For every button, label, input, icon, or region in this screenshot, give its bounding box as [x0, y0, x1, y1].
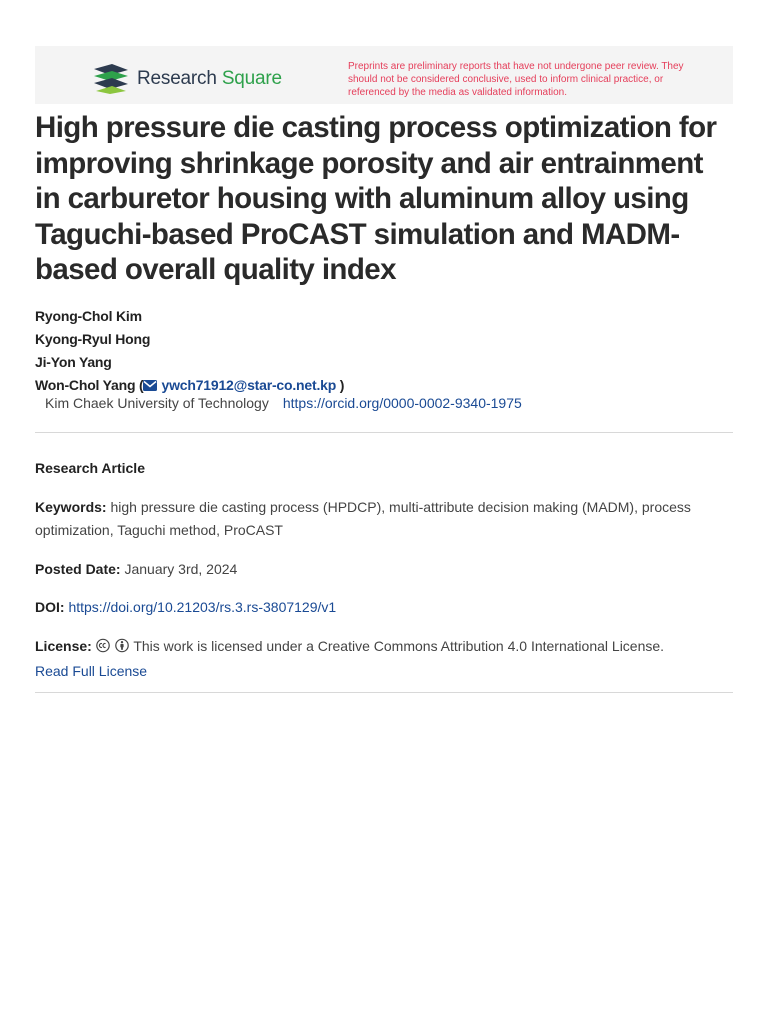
keywords-value: high pressure die casting process (HPDCP), multi-attribute decision making (MADM), process optimization, Taguchi method, ProCAST: [35, 499, 691, 538]
license-icons: [96, 637, 130, 660]
email-address: ywch71912@star-co.net.kp: [161, 377, 337, 393]
license: [35, 635, 733, 683]
license-text: This work is licensed under a Creative Commons Attribution 4.0 International License.: [129, 638, 665, 654]
author-name: Ryong-Chol Kim: [35, 308, 142, 324]
license-label: License:: [35, 638, 92, 654]
divider: [35, 692, 733, 693]
research-square-logo-icon: [93, 64, 129, 94]
paper-title: High pressure die casting process optimization for improving shrinkage porosity and air entrainment in carburetor housing with aluminum alloy using Taguchi-based ProCAST simulation and MADM-based overall quality index: [35, 111, 717, 286]
divider: [35, 432, 733, 433]
close-paren: ): [336, 377, 345, 393]
keywords-label: Keywords:: [35, 499, 107, 515]
institution-name: Kim Chaek University of Technology: [45, 395, 269, 411]
header-banner: [35, 46, 733, 104]
by-attribution-icon: [116, 639, 128, 651]
author-name: Kyong-Ryul Hong: [35, 331, 151, 347]
doi: [35, 596, 733, 619]
logo-wordmark: [137, 68, 282, 90]
author-list: [35, 305, 735, 398]
author-name: Won-Chol Yang: [35, 377, 136, 393]
research-square-logo[interactable]: [93, 64, 282, 94]
open-paren: (: [135, 377, 144, 393]
preprint-disclaimer: Preprints are preliminary reports that have not undergone peer review. They should not be considered conclusive, used to inform clinical practice, or referenced by the media as validated information.: [348, 61, 684, 98]
affiliation: [45, 395, 522, 411]
keywords: [35, 496, 733, 542]
read-full-license-link[interactable]: Read Full License: [35, 663, 148, 679]
cc-icon: [97, 639, 109, 651]
posted-date-label: Posted Date:: [35, 561, 121, 577]
doi-label: DOI:: [35, 599, 65, 615]
article-type: [35, 457, 733, 480]
author-email-link[interactable]: [143, 377, 336, 393]
article-type-label: Research Article: [35, 460, 145, 476]
orcid-link[interactable]: https://orcid.org/0000-0002-9340-1975: [282, 395, 522, 411]
doi-link[interactable]: https://doi.org/10.21203/rs.3.rs-3807129/v1: [68, 599, 337, 615]
posted-date-value: January 3rd, 2024: [120, 561, 238, 577]
logo-word-research: Research: [137, 68, 217, 89]
logo-word-square: Square: [221, 68, 282, 89]
posted-date: [35, 558, 733, 581]
author-name: Ji-Yon Yang: [35, 354, 112, 370]
